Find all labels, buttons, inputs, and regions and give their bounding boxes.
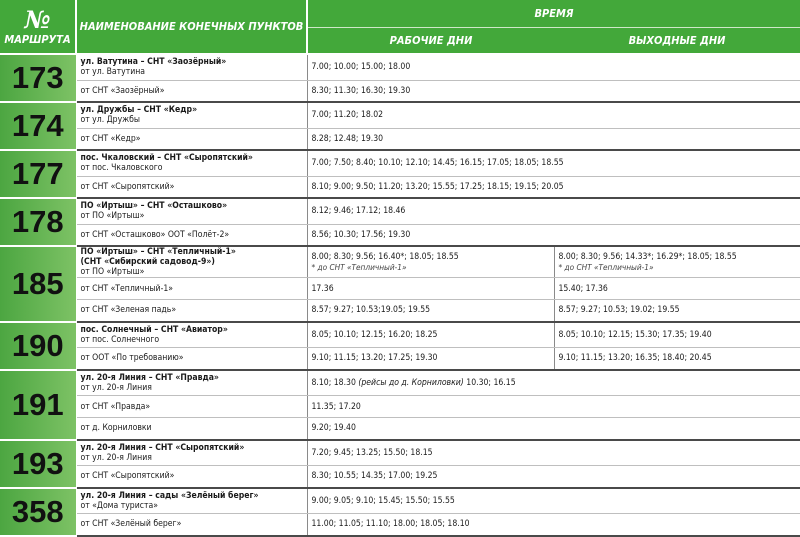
departure-point: от СНТ «Зеленая падь» (80, 305, 177, 316)
route-number: 191 (0, 370, 76, 440)
endpoint-cell (76, 322, 307, 348)
table-row (0, 396, 800, 418)
departure-point: от д. Корниловки (80, 423, 152, 434)
weekday-times (307, 278, 554, 300)
route-title: ул. Ватутина – СНТ «Заозёрный» (80, 57, 227, 68)
weekday-times-text: 8.00; 8.30; 9.56; 16.40*; 18.05; 18.55 (311, 252, 459, 262)
endpoint-cell (76, 128, 307, 150)
route-number: 193 (0, 440, 76, 488)
weekend-times-text: 15.40; 17.36 (558, 283, 608, 294)
table-row (0, 514, 800, 536)
endpoint-cell (76, 246, 307, 278)
route-number-header (0, 0, 76, 54)
endpoint-cell (76, 370, 307, 396)
weekend-times (554, 300, 800, 322)
all-days-times-text: 8.28; 12.48; 19.30 (311, 133, 384, 144)
all-days-times (307, 370, 800, 396)
endpoint-cell (76, 176, 307, 198)
endpoint-cell (76, 514, 307, 536)
weekdays-header: РАБОЧИЕ ДНИ (307, 27, 554, 54)
times-part-b: 10.30; 16.15 (466, 377, 516, 388)
departure-point: от СНТ «Сыропятский» (80, 471, 175, 482)
departure-point: от ул. Ватутина (80, 67, 146, 78)
weekday-times-text: 9.10; 11.15; 13.20; 17.25; 19.30 (311, 353, 438, 364)
table-row (0, 488, 800, 514)
route-title: пос. Солнечный – СНТ «Авиатор» (80, 324, 228, 335)
all-days-times-text: 11.35; 17.20 (311, 401, 361, 412)
number-label: МАРШРУТА (4, 33, 71, 46)
all-days-times (307, 54, 800, 80)
departure-point: от ООТ «По требованию» (80, 353, 184, 364)
departure-point: от СНТ «Тепличный-1» (80, 283, 174, 294)
weekend-times-text: 8.05; 10.10; 12.15; 15.30; 17.35; 19.40 (558, 329, 712, 340)
departure-point: от ПО «Иртыш» (80, 211, 145, 222)
table-row (0, 102, 800, 128)
all-days-times (307, 396, 800, 418)
route-title: ул. 20-я Линия – СНТ «Сыропятский» (80, 442, 245, 453)
route-title: ул. 20-я Линия – сады «Зелёный берег» (80, 490, 259, 501)
all-days-times (307, 198, 800, 224)
route-title: ПО «Иртыш» – СНТ «Тепличный-1» (80, 247, 236, 257)
departure-point: от СНТ «Заозёрный» (80, 85, 165, 96)
departure-point: от пос. Чкаловского (80, 163, 163, 174)
route-title: пос. Чкаловский – СНТ «Сыропятский» (80, 153, 253, 164)
table-row (0, 150, 800, 176)
weekend-times (554, 246, 800, 278)
all-days-times-text: 7.00; 7.50; 8.40; 10.10; 12.10; 14.45; 16.15; 17.05; 18.05; 18.55 (311, 158, 564, 169)
table-row (0, 224, 800, 246)
route-title: ул. 20-я Линия – СНТ «Правда» (80, 372, 219, 383)
table-row (0, 176, 800, 198)
table-row (0, 278, 800, 300)
time-header: ВРЕМЯ (307, 0, 800, 27)
all-days-times-text: 9.00; 9.05; 9.10; 15.45; 15.50; 15.55 (311, 495, 455, 506)
departure-point: от ул. 20-я Линия (80, 452, 152, 463)
departure-point: от ПО «Иртыш» (80, 267, 145, 277)
departure-point: от ул. 20-я Линия (80, 382, 152, 393)
all-days-times-text: 11.00; 11.05; 11.10; 18.00; 18.05; 18.10 (311, 519, 470, 530)
number-symbol: № (24, 5, 51, 34)
all-days-times (307, 128, 800, 150)
departure-point: от СНТ «Кедр» (80, 133, 141, 144)
table-row (0, 198, 800, 224)
route-title: ПО «Иртыш» – СНТ «Осташково» (80, 201, 228, 212)
route-number: 358 (0, 488, 76, 536)
weekday-note: * до СНТ «Тепличный-1» (311, 262, 407, 272)
all-days-times (307, 150, 800, 176)
times-part-a: 8.10; 18.30 (311, 377, 356, 388)
all-days-times (307, 514, 800, 536)
endpoint-cell (76, 466, 307, 488)
table-row (0, 128, 800, 150)
table-row (0, 418, 800, 440)
endpoint-cell (76, 278, 307, 300)
table-row (0, 440, 800, 466)
endpoint-cell (76, 80, 307, 102)
weekday-times-text: 8.57; 9.27; 10.53;19.05; 19.55 (311, 305, 431, 316)
all-days-times (307, 466, 800, 488)
weekend-times-text: 8.00; 8.30; 9.56; 14.33*; 16.29*; 18.05; 18.55 (558, 252, 737, 262)
all-days-times (307, 418, 800, 440)
departure-point: от СНТ «Осташково» ООТ «Полёт-2» (80, 229, 230, 240)
all-days-times (307, 440, 800, 466)
endpoint-cell (76, 348, 307, 370)
route-number: 177 (0, 150, 76, 198)
route-number: 173 (0, 54, 76, 102)
table-row (0, 348, 800, 370)
weekday-times (307, 348, 554, 370)
route-number: 190 (0, 322, 76, 370)
weekday-times (307, 246, 554, 278)
all-days-times-text: 7.20; 9.45; 13.25; 15.50; 18.15 (311, 447, 433, 458)
all-days-times-text: 8.12; 9.46; 17.12; 18.46 (311, 206, 406, 217)
endpoint-cell (76, 418, 307, 440)
endpoints-header: НАИМЕНОВАНИЕ КОНЕЧНЫХ ПУНКТОВ (76, 0, 307, 54)
weekend-note: * до СНТ «Тепличный-1» (558, 262, 654, 272)
endpoint-cell (76, 102, 307, 128)
table-row (0, 466, 800, 488)
route-title-extra: (СНТ «Сибирский садовод-9») (80, 257, 215, 267)
weekend-times (554, 322, 800, 348)
endpoint-cell (76, 198, 307, 224)
endpoint-cell (76, 396, 307, 418)
all-days-times-text: 8.56; 10.30; 17.56; 19.30 (311, 229, 411, 240)
departure-point: от пос. Солнечного (80, 334, 160, 345)
weekday-times-text: 8.05; 10.10; 12.15; 16.20; 18.25 (311, 329, 438, 340)
all-days-times-text: 8.10; 9.00; 9.50; 11.20; 13.20; 15.55; 17.25; 18.15; 19.15; 20.05 (311, 181, 564, 192)
weekday-times (307, 322, 554, 348)
departure-point: от «Дома туриста» (80, 500, 158, 511)
endpoint-cell (76, 54, 307, 80)
weekend-times (554, 278, 800, 300)
weekend-times (554, 348, 800, 370)
weekday-times-text: 17.36 (311, 283, 334, 294)
table-row (0, 54, 800, 80)
endpoint-cell (76, 150, 307, 176)
route-number: 174 (0, 102, 76, 150)
table-row (0, 246, 800, 278)
all-days-times (307, 102, 800, 128)
weekday-times (307, 300, 554, 322)
all-days-times-text: 7.00; 10.00; 15.00; 18.00 (311, 62, 411, 73)
all-days-times (307, 224, 800, 246)
table-row (0, 80, 800, 102)
departure-point: от СНТ «Сыропятский» (80, 181, 175, 192)
route-number: 178 (0, 198, 76, 246)
weekends-header: ВЫХОДНЫЕ ДНИ (554, 27, 800, 54)
departure-point: от СНТ «Зелёный берег» (80, 519, 182, 530)
weekend-times-text: 9.10; 11.15; 13.20; 16.35; 18.40; 20.45 (558, 353, 712, 364)
all-days-times-text: 8.30; 10.55; 14.35; 17.00; 19.25 (311, 471, 438, 482)
all-days-times (307, 488, 800, 514)
all-days-times-text: 9.20; 19.40 (311, 423, 356, 434)
weekend-times-text: 8.57; 9.27; 10.53; 19.02; 19.55 (558, 305, 680, 316)
table-row (0, 370, 800, 396)
departure-point: от СНТ «Правда» (80, 401, 151, 412)
endpoint-cell (76, 224, 307, 246)
table-row (0, 322, 800, 348)
all-days-times-text: 8.30; 11.30; 16.30; 19.30 (311, 85, 411, 96)
all-days-times (307, 80, 800, 102)
route-number: 185 (0, 246, 76, 322)
route-title: ул. Дружбы – СНТ «Кедр» (80, 105, 198, 116)
endpoint-cell (76, 440, 307, 466)
trip-note: (рейсы до д. Корниловки) (358, 377, 464, 388)
all-days-times-text: 7.00; 11.20; 18.02 (311, 110, 384, 121)
all-days-times (307, 176, 800, 198)
table-row (0, 300, 800, 322)
departure-point: от ул. Дружбы (80, 115, 140, 126)
endpoint-cell (76, 300, 307, 322)
endpoint-cell (76, 488, 307, 514)
